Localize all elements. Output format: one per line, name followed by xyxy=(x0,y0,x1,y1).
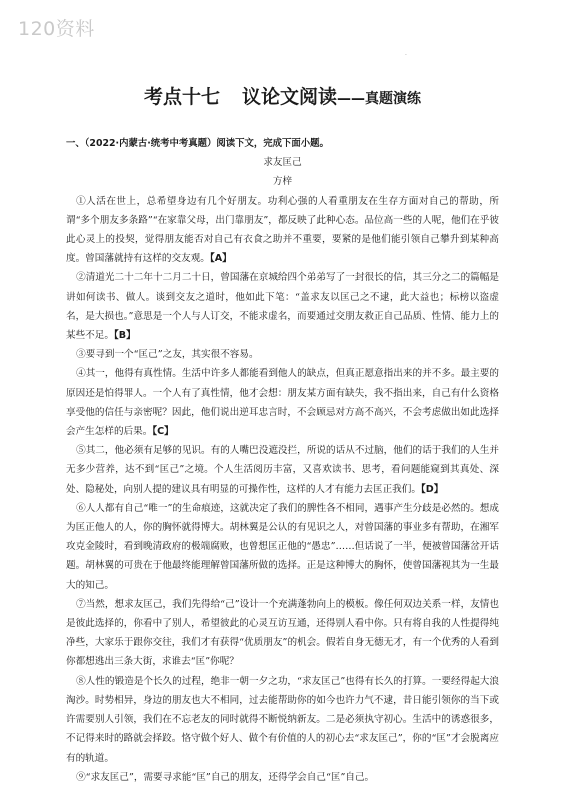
paragraph-8: ⑧人性的锻造是个长久的过程，绝非一朝一夕之功，“求友匡己”也得有长久的打算。一要经得起大浪淘沙。时势相异，身边的朋友也大不相同，过去能帮助你的如今也许力气不逮，昔日能引领你的当下或许需要别人引领，我们在不忘老友的同时就得不断悦纳新友。二是必须执守初心。生活中的诱惑很多，不记得来时的路就会择跤。恪守做个好人、做个有价值的人的初心去“求友匡己”，你的“匡”才会脱离应有的轨道。 xyxy=(66,675,499,764)
paragraph-9: ⑨“求友匡己”，需要寻求能“匡”自己的朋友，还得学会自己“匡”自己。 xyxy=(76,771,375,783)
title-sub: ——真题演练 xyxy=(337,91,422,107)
watermark: 120资料 xyxy=(18,18,95,40)
title-main: 考点十七 xyxy=(143,86,220,108)
article-author: 方梓 xyxy=(272,176,293,188)
article-title: 求友匡己 xyxy=(263,157,302,169)
paragraph-6: ⑥人人都有自己“唯一”的生命痕迹，这就决定了我们的脾性各不相同，遇事产生分歧是必然的。想成为匡正他人的人，你的胸怀就得博大。胡林翼是公认的有见识之人，对曾国藩的事业多有帮助，在湘军攻克金陵时，看到晚清政府的极端腐败，也曾想匡正他的“愚忠”……但话说了一半，便被曾国藩岔开话题。胡林翼的可贵在于他最终能理解曾国藩所做的选择。正是这种博大的胸怀，使曾国藩视其为一生最大的知己。 xyxy=(66,502,499,591)
marker-c: 【C】 xyxy=(152,426,174,438)
document-body xyxy=(66,134,499,787)
paragraph-4: ④其一，他得有真性情。生活中许多人都能看到他人的缺点，但真正愿意指出来的并不多。最主要的原因还是怕得罪人。一个人有了真性情，他才会想：朋友某方面有缺失，我不指出来，自己有什么资格享受他的信任与亲密呢？因此，他们说出逆耳忠言时，不会顾忌对方高不高兴，不会考虑做出如此选择会产生怎样的后果。【C】 xyxy=(66,368,499,438)
paragraph-7: ⑦当然，想求友匡己，我们先得给“己”设计一个充满蓬勃向上的模板。像任何双边关系一样，友情也是彼此选择的，你看中了别人，希望彼此的心灵互访互通，还得别人看中你。只有将自我的人性提得纯净些，大家乐于跟你交往，我们才有获得“优质朋友”的机会。假若自身无德无才，有一个优秀的人看到你都想逃出三条大街，求谁去“匡”你呢？ xyxy=(66,598,499,668)
question-heading: 一、（2022·内蒙古·统考中考真题）阅读下文，完成下面小题。 xyxy=(66,138,329,149)
marker-a: 【A】 xyxy=(209,253,232,265)
paragraph-2: ②清道光二十二年十二月二十日，曾国藩在京城给四个弟弟写了一封很长的信，其三分之二的篇幅是讲如何读书、做人。谈到交友之道时，他如此下笔：“盖求友以匡己之不逮，此大益也；标榜以盗虚名，是大损也。”意思是一个人与人订交，不能求虚名，而要通过交朋友救正自己品质、性情、能力上的某些不足。【B】 xyxy=(66,272,499,342)
page-title xyxy=(0,82,565,109)
decorative-dot: · xyxy=(405,52,407,59)
paragraph-5: ⑤其二，他必须有足够的见识。有的人嘴巴没遮没拦，所说的话从不过脑，他们的话于我们的人生并无多少营养，达不到“匡己”之境。个人生活阅历丰富，又喜欢读书、思考，看问题能窥到其真处、深处、隐秘处，向别人提的建议具有明显的可操作性，这样的人才有能力去匡正我们。【D】 xyxy=(66,445,499,495)
paragraph-3: ③要寻到一个“匡己”之友，其实很不容易。 xyxy=(76,349,259,361)
title-topic: 议论文阅读 xyxy=(242,86,338,108)
marker-b: 【B】 xyxy=(113,330,136,342)
paragraph-1: ①人活在世上，总希望身边有几个好朋友。功利心强的人看重朋友在生存方面对自己的帮助，所谓“多个朋友多条路”“在家靠父母，出门靠朋友”，都反映了此种心态。品位高一些的人呢，他们在乎彼此心灵上的投契，觉得朋友能否对自己有衣食之助并不重要，要紧的是他们能引领自己攀升到某种高度。曾国藩就持有这样的交友观。【A】 xyxy=(66,195,499,265)
marker-d: 【D】 xyxy=(420,483,444,495)
